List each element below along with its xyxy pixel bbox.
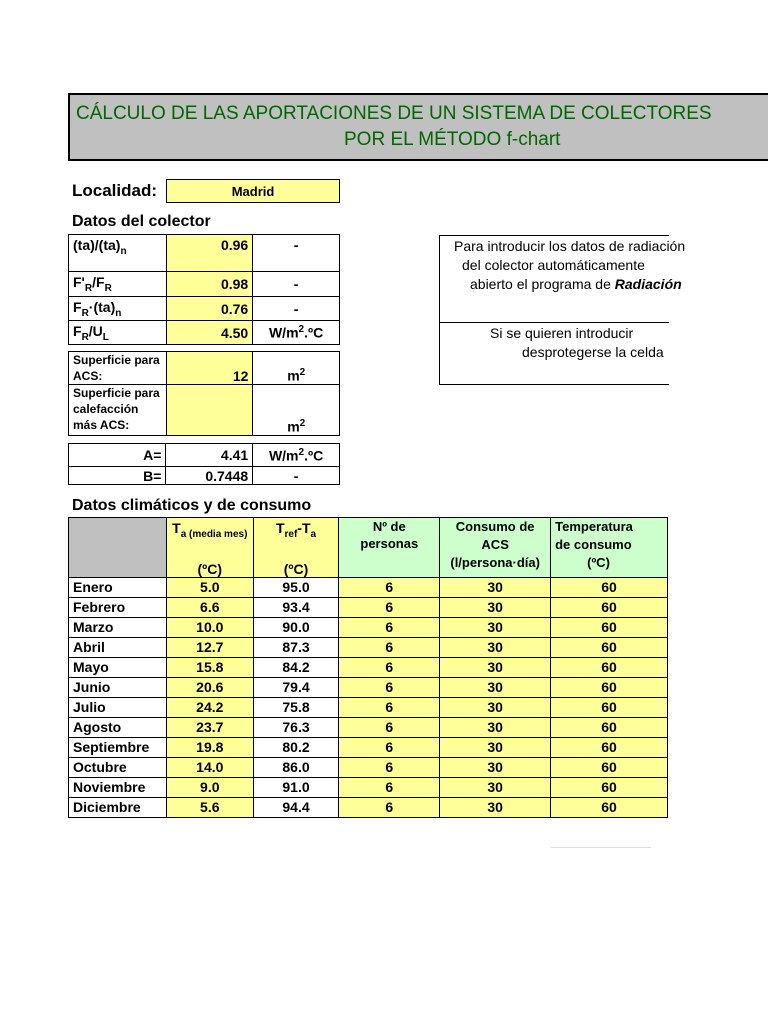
tref-cell: 80.2 [253, 737, 339, 757]
temperatura-cell[interactable]: 60 [551, 637, 668, 657]
consumo-cell[interactable]: 30 [440, 577, 551, 597]
tref-cell: 75.8 [253, 697, 339, 717]
tref-cell: 95.0 [253, 577, 339, 597]
ta-cell[interactable]: 5.6 [166, 797, 253, 817]
clima-row [69, 577, 668, 597]
colector-heading: Datos del colector [72, 213, 211, 230]
header-tref: $T_{ref}-T_a$ (ºC) [253, 518, 339, 578]
superficie-acs-row [69, 352, 340, 385]
note-line-2: del colector automáticamente [462, 257, 645, 273]
consumo-cell[interactable]: 30 [440, 717, 551, 737]
personas-cell[interactable]: 6 [339, 777, 440, 797]
tref-cell: 93.4 [253, 597, 339, 617]
clima-row [69, 737, 668, 757]
personas-cell[interactable]: 6 [339, 577, 440, 597]
personas-cell[interactable]: 6 [339, 677, 440, 697]
header-temperatura: Temperatura de consumo (ºC) [551, 518, 668, 578]
temperatura-cell[interactable]: 60 [551, 717, 668, 737]
ta-cell[interactable]: 12.7 [166, 637, 253, 657]
consumo-cell[interactable]: 30 [440, 757, 551, 777]
clima-row [69, 757, 668, 777]
temperatura-cell[interactable]: 60 [551, 737, 668, 757]
month-cell: Abril [69, 637, 167, 657]
month-cell: Febrero [69, 597, 167, 617]
temperatura-cell[interactable]: 60 [551, 697, 668, 717]
consumo-cell[interactable]: 30 [440, 697, 551, 717]
month-cell: Marzo [69, 617, 167, 637]
temperatura-cell[interactable]: 60 [551, 757, 668, 777]
a-value: 4.41 [166, 444, 253, 467]
personas-cell[interactable]: 6 [339, 717, 440, 737]
month-cell: Octubre [69, 757, 167, 777]
note-line-5: desprotegerse la celda [522, 344, 664, 360]
superficie-table [68, 351, 340, 436]
note-line-1: Para introducir los datos de radiación [454, 238, 686, 254]
consumo-cell[interactable]: 30 [440, 777, 551, 797]
temperatura-cell[interactable]: 60 [551, 617, 668, 637]
ta-cell[interactable]: 10.0 [166, 617, 253, 637]
clima-row [69, 597, 668, 617]
superficie-cal-label: Superficie para calefacción más ACS: [69, 385, 167, 436]
colector-row-frta [69, 297, 340, 321]
month-cell: Julio [69, 697, 167, 717]
clima-row [69, 697, 668, 717]
localidad-input[interactable]: Madrid [166, 179, 340, 203]
a-label: A= [69, 444, 166, 467]
temperatura-cell[interactable]: 60 [551, 677, 668, 697]
superficie-cal-row [69, 385, 340, 436]
ta-cell[interactable]: 24.2 [166, 697, 253, 717]
month-cell: Enero [69, 577, 167, 597]
divider-line [551, 847, 651, 848]
tref-cell: 84.2 [253, 657, 339, 677]
ta-cell[interactable]: 9.0 [166, 777, 253, 797]
month-cell: Noviembre [69, 777, 167, 797]
temperatura-cell[interactable]: 60 [551, 657, 668, 677]
colector-row-ta [69, 235, 340, 272]
clima-table [68, 517, 668, 818]
superficie-cal-value[interactable] [166, 385, 253, 436]
tref-cell: 87.3 [253, 637, 339, 657]
tref-cell: 86.0 [253, 757, 339, 777]
tref-cell: 90.0 [253, 617, 339, 637]
consumo-cell[interactable]: 30 [440, 737, 551, 757]
personas-cell[interactable]: 6 [339, 657, 440, 677]
temperatura-cell[interactable]: 60 [551, 577, 668, 597]
ta-cell[interactable]: 5.0 [166, 577, 253, 597]
b-unit: - [253, 467, 340, 485]
consumo-cell[interactable]: 30 [440, 657, 551, 677]
note-box [439, 235, 686, 385]
ta-cell[interactable]: 19.8 [166, 737, 253, 757]
consumo-cell[interactable]: 30 [440, 617, 551, 637]
month-cell: Diciembre [69, 797, 167, 817]
clima-header-row [69, 518, 668, 578]
ta-cell[interactable]: 20.6 [166, 677, 253, 697]
personas-cell[interactable]: 6 [339, 637, 440, 657]
tref-cell: 79.4 [253, 677, 339, 697]
ta-cell[interactable]: 23.7 [166, 717, 253, 737]
temperatura-cell[interactable]: 60 [551, 597, 668, 617]
note-line-3: abierto el programa de Radiación [470, 276, 682, 292]
b-label: B= [69, 467, 166, 485]
clima-row [69, 777, 668, 797]
clima-row [69, 797, 668, 817]
superficie-acs-value[interactable]: 12 [166, 352, 253, 385]
fr-value[interactable]: 0.98 [166, 272, 253, 297]
fr-unit: - [253, 272, 340, 297]
temperatura-cell[interactable]: 60 [551, 777, 668, 797]
ta-value[interactable]: 0.96 [166, 235, 253, 272]
header-month [69, 518, 167, 578]
personas-cell[interactable]: 6 [339, 737, 440, 757]
month-cell: Agosto [69, 717, 167, 737]
b-row [69, 467, 340, 485]
personas-cell[interactable]: 6 [339, 697, 440, 717]
localidad-label: Localidad: [72, 181, 158, 200]
fr-label: $F'_R/F_R$ [69, 272, 167, 297]
frul-label: $F_R/U_L$ [69, 321, 167, 345]
frta-unit: - [253, 297, 340, 321]
clima-row [69, 637, 668, 657]
frta-label: $F_R\cdot(ta)_n$ [69, 297, 167, 321]
colector-table [68, 234, 340, 345]
clima-row [69, 657, 668, 677]
clima-heading: Datos climáticos y de consumo [72, 497, 312, 514]
consumo-cell[interactable]: 30 [440, 677, 551, 697]
ab-table [68, 443, 340, 485]
colector-row-frul [69, 321, 340, 345]
ta-unit: - [253, 235, 340, 272]
month-cell: Mayo [69, 657, 167, 677]
title-banner [68, 93, 768, 161]
tref-cell: 76.3 [253, 717, 339, 737]
title-line-2: POR EL MÉTODO f-chart [344, 129, 561, 150]
b-value: 0.7448 [166, 467, 253, 485]
month-cell: Junio [69, 677, 167, 697]
header-consumo: Consumo de ACS (l/persona·día) [440, 518, 551, 578]
clima-row [69, 677, 668, 697]
month-cell: Septiembre [69, 737, 167, 757]
superficie-cal-unit: $m^2$ [253, 385, 340, 436]
personas-cell[interactable]: 6 [339, 597, 440, 617]
header-personas: Nº de personas [339, 518, 440, 578]
tref-cell: 94.4 [253, 797, 339, 817]
clima-row [69, 717, 668, 737]
note-line-4: Si se quieren introducir [490, 325, 634, 341]
consumo-cell[interactable]: 30 [440, 797, 551, 817]
superficie-acs-label: Superficie para ACS: [69, 352, 167, 385]
frul-value[interactable]: 4.50 [166, 321, 253, 345]
frul-unit: $W/m^2.ºC$ [253, 321, 340, 345]
consumo-cell[interactable]: 30 [440, 637, 551, 657]
superficie-acs-unit: $m^2$ [253, 352, 340, 385]
note-divider [440, 322, 669, 323]
tref-cell: 91.0 [253, 777, 339, 797]
personas-cell[interactable]: 6 [339, 617, 440, 637]
a-row [69, 444, 340, 467]
ta-cell[interactable]: 6.6 [166, 597, 253, 617]
ta-label: $(ta)/(ta)_n$ [69, 235, 167, 272]
title-line-1: CÁLCULO DE LAS APORTACIONES DE UN SISTEMA DE COLECTORES [76, 103, 712, 124]
frta-value[interactable]: 0.76 [166, 297, 253, 321]
ta-cell[interactable]: 15.8 [166, 657, 253, 677]
personas-cell[interactable]: 6 [339, 757, 440, 777]
colector-row-fr [69, 272, 340, 297]
consumo-cell[interactable]: 30 [440, 597, 551, 617]
clima-row [69, 617, 668, 637]
ta-cell[interactable]: 14.0 [166, 757, 253, 777]
a-unit: $W/m^2.ºC$ [253, 444, 340, 467]
temperatura-cell[interactable]: 60 [551, 797, 668, 817]
personas-cell[interactable]: 6 [339, 797, 440, 817]
header-ta: $T_{a (media mes)}$ (ºC) [166, 518, 253, 578]
